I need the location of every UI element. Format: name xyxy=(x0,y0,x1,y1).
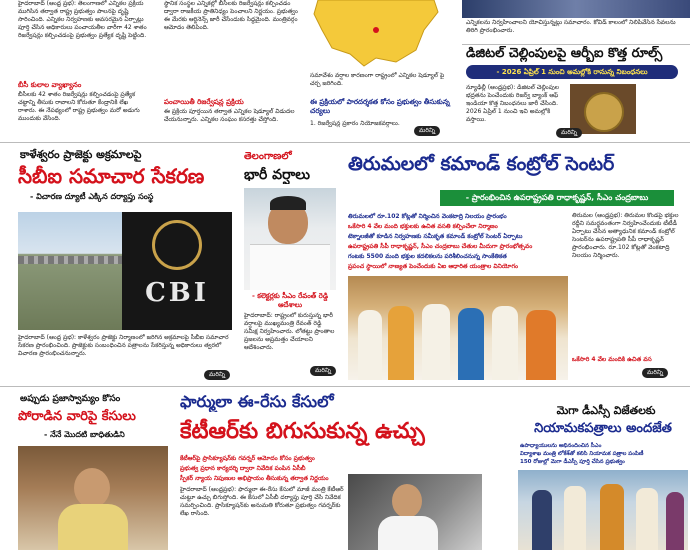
bottom-right-bullets xyxy=(520,442,686,466)
top-col1-text: హైదరాబాద్ (ఆంధ్ర ప్రభ): తెలంగాణలో ఎన్నికల ప్రక్రియ ముగిసిన తర్వాత రాష్ట్ర ప్రభుత్వం పాలనపై దృష్టి సారించింది. ఎన్నికల నిర్వహణకు అవసరమైన ఏర్పాట్లు పూర్తి చేసిన అధికారులు పంచాయతీల వారీగా 42 శాతం రిజర్వేషన్లు కల్పించడంపై ప్రభుత్వం ప్రత్యేక దృష్టి పెట్టింది. xyxy=(18,0,147,39)
tirumala-right-body: తిరుమల (ఆంధ్రప్రభ): తిరుమల కొండపై భక్తుల రద్దీని సమర్థవంతంగా నిర్వహించేందుకు టీటీడీ ఏర్పాటు చేసిన అత్యాధునిక కమాండ్ కంట్రోల్ సెంటర్‌ను ఉపరాష్ట్రపతి సీపీ రాధాకృష్ణన్ ప్రారంభించారు. రూ.102 కోట్లతో వెంకటాద్రి నిలయం నిర్మించారు. xyxy=(572,212,679,259)
bottom-right-headline: నియామకపత్రాలు అందజేత xyxy=(534,421,672,436)
more-button[interactable]: మరిన్ని xyxy=(310,366,336,376)
cbi-body: హైదరాబాద్ (ఆంధ్ర ప్రభ): కాళేశ్వరం ప్రాజెక్టు నిర్మాణంలో జరిగిన అక్రమాలపై సీబీఐ సమాచార సేకరణ ప్రారంభించింది. ప్రాజెక్టుకు సంబంధించిన పత్రాలను సేకరిస్తున్న అధికారులు త్వరలో విచారణ ప్రారంభించనున్నారు. xyxy=(18,334,229,357)
digital-headline: డిజిటల్ చెల్లింపులపై ఆర్బీఐ కొత్త రూల్స్ xyxy=(466,46,663,61)
map-caption: సమావేశం వర్షాల కారణంగా రాష్ట్రంలో ఎన్నికల షెడ్యూల్ పై చర్చ జరిగింది. xyxy=(310,72,445,87)
bottom-right-kicker: మెగా డీఎస్సీ విజేతలకు xyxy=(556,404,656,417)
right-bullet: 150 రోజుల్లో మెగా డీఎస్సీ పూర్తి చేసిన ప్రభుత్వం xyxy=(520,459,625,465)
cbi-logo-photo xyxy=(122,212,232,330)
top-col2-text: స్థానిక సంస్థల ఎన్నికల్లో బీసీలకు రిజర్వేషన్లు కల్పించడం ద్వారా రాజకీయ ప్రాతినిధ్యం పెంచాలని నిర్ణయం. ప్రభుత్వం ఈ మేరకు ఆర్డినెన్స్ జారీ చేసేందుకు సిద్ధమైంది. మంత్రివర్గం ఆమోదం తెలిపింది. xyxy=(164,0,298,31)
cbi-kicker: కాళేశ్వరం ప్రాజెక్టు అక్రమాలపై xyxy=(20,148,142,161)
rain-body: హైదరాబాద్: రాష్ట్రంలో కురుస్తున్న భారీ వర్షాలపై ముఖ్యమంత్రి రేవంత్ రెడ్డి సమీక్ష నిర్వహించారు. లోతట్టు ప్రాంతాల ప్రజలను అప్రమత్తం చేయాలని ఆదేశించారు. xyxy=(244,312,335,351)
top-col3-blue: ఈ ప్రక్రియలో పారదర్శకత కోసం ప్రభుత్వం తీసుకున్న చర్యలు xyxy=(310,98,450,115)
rbi-photo xyxy=(570,84,636,134)
rain-kicker: తెలంగాణలో xyxy=(244,151,292,162)
bottom-left-kicker: అప్పుడు ప్రజాస్వామ్యం కోసం xyxy=(20,394,121,404)
top-right-photo xyxy=(462,0,690,18)
chandrababu-photo xyxy=(18,446,168,550)
cbi-photo-left xyxy=(18,212,122,330)
tirumala-bullet: గంటకు 5500 మంది భక్తుల కదలికలను పరిశీలించనున్న సాంకేతికత xyxy=(348,253,507,260)
bottom-center-headline: కేటీఆర్‌కు బిగుసుకున్న ఉచ్చు xyxy=(180,419,425,444)
more-button[interactable]: మరిన్ని xyxy=(556,128,582,138)
bottom-left-headline: పోరాడిన వారిపై కేసులు xyxy=(18,409,136,424)
cbi-subhead: - విచారణ ద్యూటీ ఎక్కిన దర్యాప్తు సంస్థ xyxy=(30,192,154,201)
bottom-center-kicker: ఫార్ములా ఈ-రేసు కేసులో xyxy=(180,392,334,411)
tirumala-headline: తిరుమలలో కమాండ్ కంట్రోల్ సెంటర్ xyxy=(348,153,615,175)
center-bullet: స్పీకర్ న్యాయ నిపుణుల అభిప్రాయం తీసుకున్న తర్వాత నిర్ణయం xyxy=(180,475,329,482)
digital-text: న్యూఢిల్లీ (ఆంధ్రప్రభ): డిజిటల్ చెల్లింపుల భద్రతను పెంచేందుకు రిజర్వ్ బ్యాంక్ ఆఫ్ ఇండియా కొత్త నిబంధనలు జారీ చేసింది. 2026 ఏప్రిల్ 1 నుంచి ఇవి అమల్లోకి వస్తాయి. xyxy=(466,84,559,123)
top-col2-subhead: పంచాయితీ రిజర్వేషన్ల ప్రక్రియ xyxy=(164,98,244,106)
digital-banner: - 2026 ఏప్రిల్ 1 నుంచి అమల్లోకి రానున్న నిబంధనలు xyxy=(466,65,678,79)
right-bullet: విద్యాశాఖ మంత్రి లోకేశ్‌తో కలిసి నియామక పత్రాల పంపిణీ xyxy=(520,451,644,457)
bottom-center-body: హైదరాబాద్ (ఆంధ్రప్రభ): ఫార్ములా ఈ-రేసు కేసులో మాజీ మంత్రి కేటీఆర్ చుట్టూ ఉచ్చు బిగుస్తోంది. ఈ కేసులో ఏసీబీ దర్యాప్తు పూర్తి చేసి నివేదిక సమర్పించింది. ప్రాసిక్యూషన్‌కు అనుమతి కోరుతూ ప్రభుత్వం గవర్నర్‌కు లేఖ రాసింది. xyxy=(180,486,344,517)
tirumala-subhead: - ప్రారంభించిన ఉపరాష్ట్రపతి రాధాకృష్ణన్, సీఎం చంద్రబాబు xyxy=(440,190,674,206)
rain-subhead: - కలెక్టర్లకు సీఎం రేవంత్ రెడ్డి ఆదేశాలు xyxy=(251,292,329,309)
tirumala-bullet: ఉపరాష్ట్రపతి సీపీ రాధాకృష్ణన్, సీఎం చంద్రబాబు చేతుల మీదుగా ప్రారంభోత్సవం xyxy=(348,243,533,250)
telangana-map xyxy=(306,0,456,70)
top-col1-text2: బీసీలకు 42 శాతం రిజర్వేషన్లు కల్పించడంపై ప్రత్యేక చట్టాన్ని తీసుకు రావాలని కోరుతూ కేంద్రానికి లేఖ రాశారు. ఈ నేపథ్యంలో రాష్ట్ర ప్రభుత్వం మరో అడుగు ముందుకు వేసింది. xyxy=(18,91,140,122)
top-col2-text2: ఈ ప్రక్రియ పూర్తయిన తర్వాత ఎన్నికల షెడ్యూల్ విడుదల చేయనున్నారు. ఎన్నికల సంఘం కసరత్తు చేస్తోంది. xyxy=(164,108,295,123)
top-col1-subhead: బీసీ కులాల వ్యాఖ్యానం xyxy=(18,81,82,89)
tirumala-bullet: టెక్నాలజీతో కూడిన నిర్వహణకు సమీకృత కమాండ్ కంట్రోల్ సెంటర్ ఏర్పాటు xyxy=(348,233,523,240)
tirumala-bullet: ప్రపంచ స్థాయిలో నాణ్యత పెంచేందుకు ఏఐ ఆధారిత యంత్రాల వినియోగం xyxy=(348,263,518,270)
ktr-photo xyxy=(348,474,482,550)
right-bullet: ఉపాధ్యాయులను అభినందించిన సీఎం xyxy=(520,443,602,449)
cbi-logo-text: CBI xyxy=(145,278,209,308)
top-col3-text: 1. రిజర్వేషన్ల ప్రకారం నియోజకవర్గాలు. xyxy=(310,120,400,127)
dsc-photo xyxy=(518,470,688,550)
cbi-headline: సీబీఐ సమాచార సేకరణ xyxy=(18,164,205,188)
rain-headline: భారీ వర్షాలు xyxy=(244,167,311,183)
tirumala-bullet: తిరుమలలో రూ.102 కోట్లతో నిర్మించిన వెంకటాద్రి నిలయం ప్రారంభం xyxy=(348,213,507,220)
tirumala-right-red: ఒకేసారి 4 వేల మందికి ఉచిత వస xyxy=(572,356,652,363)
more-button[interactable]: మరిన్ని xyxy=(204,370,230,380)
rain-photo xyxy=(244,188,336,290)
more-button[interactable]: మరిన్ని xyxy=(642,368,668,378)
center-bullet: కేటీఆర్‌పై ప్రాసిక్యూషన్‌కు గవర్నర్ ఆమోదం కోసం ప్రభుత్వం xyxy=(180,455,315,462)
top-right-text: ఎన్నికలను నిర్వహించాలని యోచిస్తున్నట్లు సమాచారం. కోవిడ్ కాలంలో నిలిపివేసిన సేవలను తిరిగి ప్రారంభించారు. xyxy=(466,19,676,34)
center-bullet: ప్రభుత్వ ప్రధాన కార్యదర్శి ద్వారా నివేదిక పంపిన ఏసీబీ xyxy=(180,465,306,472)
tirumala-bullet: ఒకేసారి 4 వేల మంది భక్తులకు ఉచిత వసతి కల్పించేలా నిర్మాణం xyxy=(348,223,498,230)
more-button[interactable]: మరిన్ని xyxy=(414,126,440,136)
tirumala-photo xyxy=(348,276,568,380)
bottom-left-subhead: - నేనే మొదటి బాధితుడిని xyxy=(44,430,125,439)
tirumala-bullets xyxy=(348,212,568,272)
